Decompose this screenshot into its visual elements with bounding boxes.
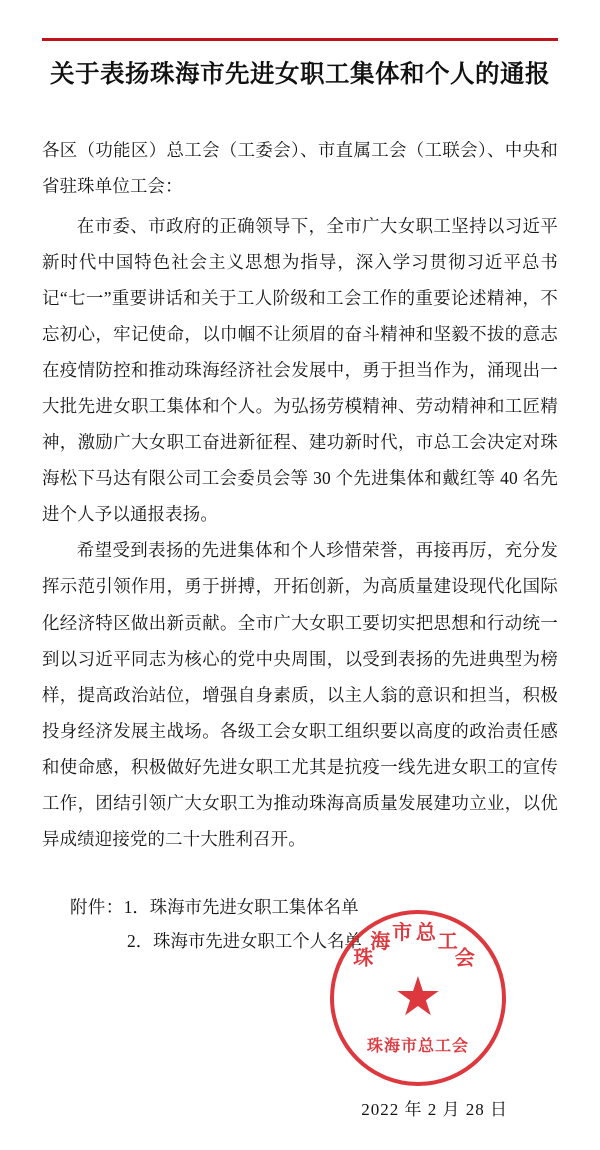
seal-char-1: 珠 — [353, 947, 374, 970]
official-seal — [330, 910, 506, 1086]
seal-bottom-text: 珠海市总工会 — [366, 1038, 469, 1055]
star-icon: ★ — [393, 966, 443, 1027]
seal-char-2: 海 — [370, 931, 391, 954]
seal-char-3: 市 — [392, 922, 413, 945]
attachment-item-2: 2．珠海市先进女职工个人名单 — [127, 930, 362, 951]
attachments-label: 附件： — [70, 896, 124, 917]
body-paragraph-2: 希望受到表扬的先进集体和个人珍惜荣誉，再接再厉，充分发挥示范引领作用，勇于拼搏，开拓创新，为高质量建设现代化国际化经济特区做出新贡献。全市广大女职工要切实把思想和行动统一到以习近平同志为核心的党中央周围，以受到表扬的先进典型为榜样，提高政治站位，增强自身素质，以主人翁的意识和担当，积极投身经济发展主战场。各级工会女职工组织要以高度的政治责任感和使命感，积极做好先进女职工尤其是抗疫一线先进女职工的宣传工作，团结引领广大女职工为推动珠海高质量发展建功立业，以优异成绩迎接党的二十大胜利召开。 — [42, 540, 558, 849]
document-body — [42, 132, 558, 856]
document-date: 2022 年 2 月 28 日 — [361, 1100, 508, 1119]
body-paragraph-1: 在市委、市政府的正确领导下，全市广大女职工坚持以习近平新时代中国特色社会主义思想为指导，深入学习贯彻习近平总书记“七一”重要讲话和关于工人阶级和工会工作的重要论述精神，不忘初心，牢记使命，以巾帼不让须眉的奋斗精神和坚毅不拔的意志在疫情防控和推动珠海经济社会发展中，勇于担当作为，涌现出一大批先进女职工集体和个人。为弘扬劳模精神、劳动精神和工匠精神，激励广大女职工奋进新征程、建功新时代，市总工会决定对珠海松下马达有限公司工会委员会等 30 个先进集体和戴红等 40 名先进个人予以通报表扬。 — [42, 216, 558, 525]
seal-char-6: 会 — [454, 947, 475, 970]
seal-char-5: 工 — [437, 931, 458, 954]
seal-char-4: 总 — [415, 922, 436, 945]
header-red-rule — [42, 38, 558, 41]
addressee-line: 各区（功能区）总工会（工委会）、市直属工会（工联会）、中央和省驻珠单位工会： — [42, 140, 558, 197]
signature-area — [294, 914, 544, 1124]
page-title: 关于表扬珠海市先进女职工集体和个人的通报 — [50, 61, 550, 88]
attachment-item-1: 1．珠海市先进女职工集体名单 — [123, 896, 359, 917]
